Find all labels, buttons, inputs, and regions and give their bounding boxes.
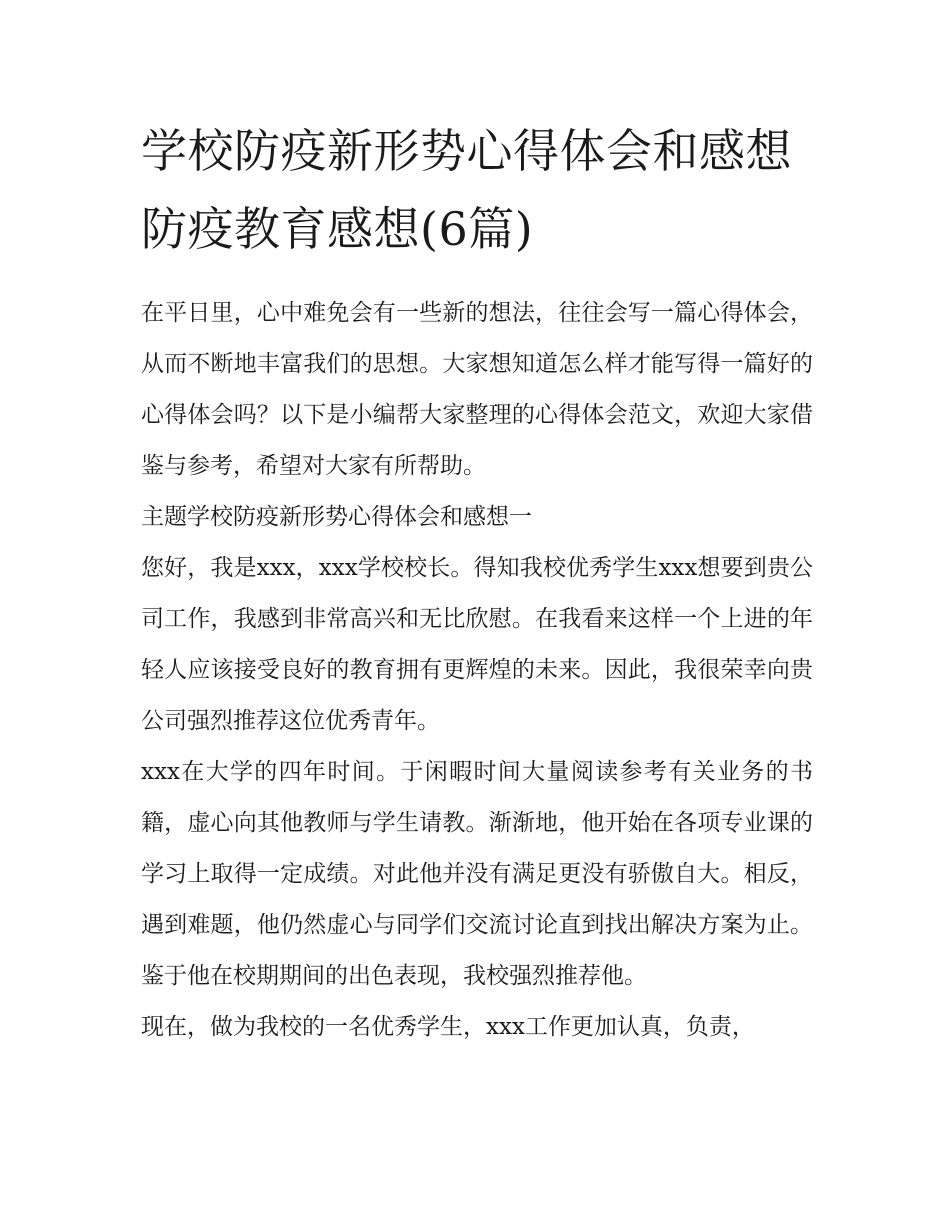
document-body: [141, 288, 813, 1053]
section-heading: 主题学校防疫新形势心得体会和感想一: [141, 504, 532, 530]
body-paragraph: 您好，我是xxx，xxx学校校长。得知我校优秀学生xxx想要到贵公司工作，我感到非常高兴和无比欣慰。在我看来这样一个上进的年轻人应该接受良好的教育拥有更辉煌的未来。因此，我很荣幸向贵公司强烈推荐这位优秀青年。: [141, 555, 813, 734]
intro-paragraph: 在平日里，心中难免会有一些新的想法，往往会写一篇心得体会，从而不断地丰富我们的思想。大家想知道怎么样才能写得一篇好的心得体会吗？以下是小编帮大家整理的心得体会范文，欢迎大家借鉴与参考，希望对大家有所帮助。: [141, 300, 813, 479]
body-paragraph: 现在，做为我校的一名优秀学生，xxx工作更加认真，负责，: [141, 1014, 755, 1040]
document-title: 学校防疫新形势心得体会和感想 防疫教育感想(6篇): [141, 124, 792, 256]
body-paragraph: xxx在大学的四年时间。于闲暇时间大量阅读参考有关业务的书籍，虚心向其他教师与学生请教。渐渐地，他开始在各项专业课的学习上取得一定成绩。对此他并没有满足更没有骄傲自大。相反，遇到难题，他仍然虚心与同学们交流讨论直到找出解决方案为止。鉴于他在校期期间的出色表现，我校强烈推荐他。: [141, 759, 813, 989]
document-page: [141, 112, 813, 1053]
